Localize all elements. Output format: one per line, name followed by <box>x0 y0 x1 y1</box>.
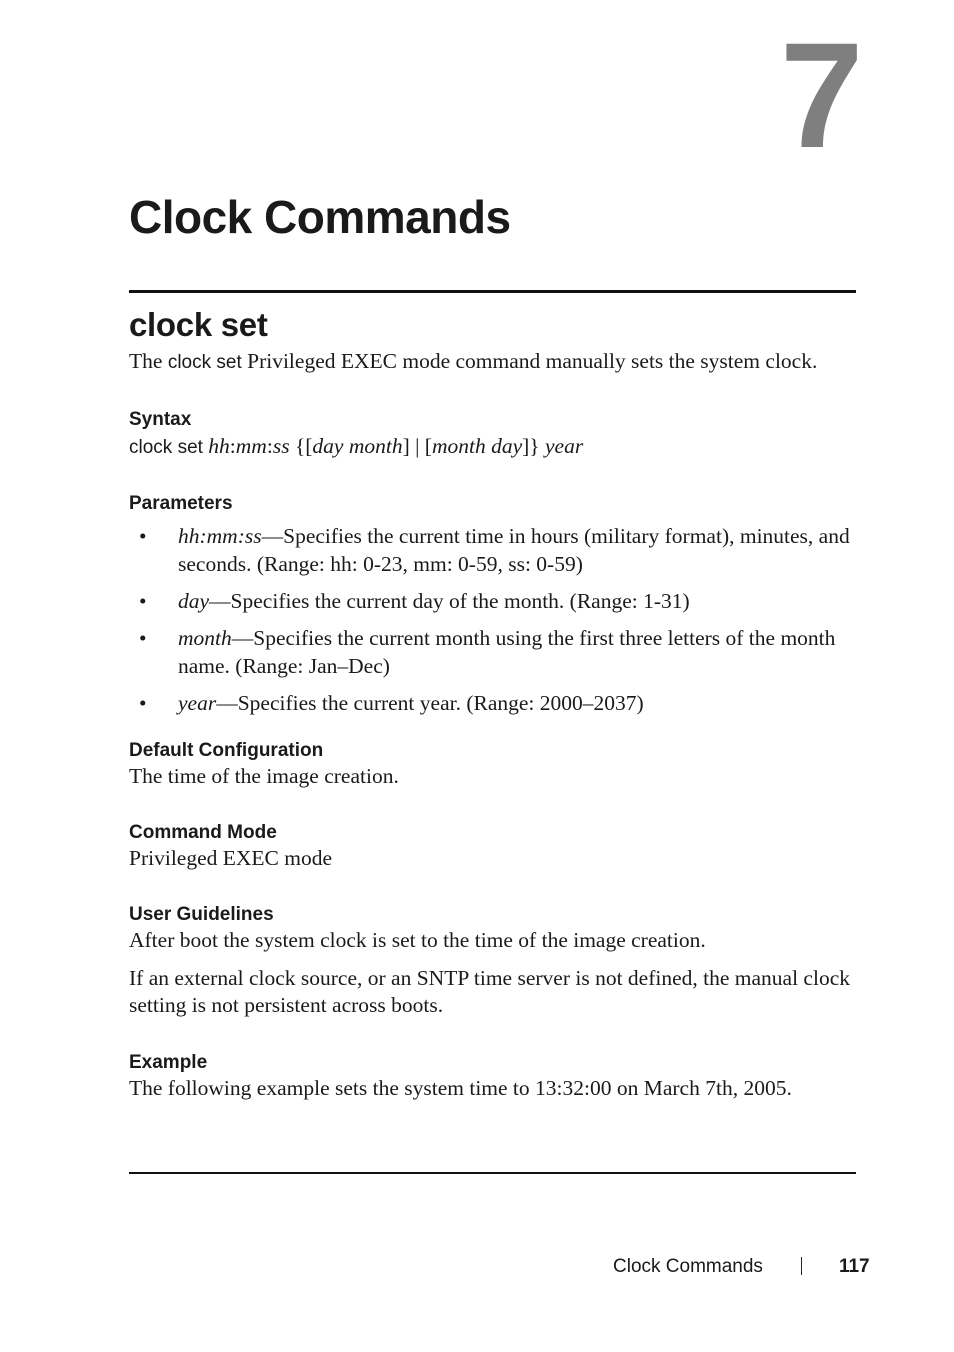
syntax-colon-1: : <box>229 434 236 458</box>
parameter-item <box>129 689 856 717</box>
bullet-icon: • <box>139 524 147 548</box>
syntax-separator: ] | [ <box>402 434 432 458</box>
section-intro <box>129 348 856 376</box>
chapter-title: Clock Commands <box>129 191 511 243</box>
parameter-term: day <box>178 589 210 613</box>
bullet-icon: • <box>139 589 147 613</box>
page-number: 117 <box>838 1256 870 1277</box>
default-configuration-text: The time of the image creation. <box>129 764 399 788</box>
intro-command: clock set <box>167 352 242 373</box>
parameter-term: month <box>178 626 232 650</box>
bullet-icon: • <box>139 691 147 715</box>
bullet-icon: • <box>139 626 147 650</box>
syntax-param-hh: hh <box>208 434 230 458</box>
syntax-command: clock set <box>129 437 203 458</box>
syntax-brace-close: ]} <box>522 434 540 458</box>
bottom-divider <box>129 1172 856 1174</box>
example-text: The following example sets the system time to 13:32:00 on March 7th, 2005. <box>129 1076 792 1100</box>
syntax-heading: Syntax <box>129 409 192 430</box>
user-guidelines-heading: User Guidelines <box>129 904 274 925</box>
syntax-param-year: year <box>545 434 584 458</box>
command-mode-heading: Command Mode <box>129 822 277 843</box>
parameter-desc: —Specifies the current month using the first three letters of the month name. (Range: Jan–Dec) <box>178 626 836 678</box>
user-guidelines-text-1: After boot the system clock is set to the time of the image creation. <box>129 928 706 952</box>
footer-separator <box>801 1257 802 1275</box>
default-configuration-heading: Default Configuration <box>129 740 324 761</box>
syntax-param-mm: mm <box>235 434 267 458</box>
syntax-param-day-month: day month <box>312 434 403 458</box>
section-title: clock set <box>129 306 268 343</box>
parameter-desc: —Specifies the current year. (Range: 2000–2037) <box>216 691 644 715</box>
parameter-item <box>129 522 856 578</box>
page-footer <box>613 1255 870 1279</box>
parameters-heading: Parameters <box>129 493 233 514</box>
syntax-colon-2: : <box>266 434 273 458</box>
parameter-desc: —Specifies the current time in hours (military format), minutes, and seconds. (Range: hh: 0-23, mm: 0-59, ss: 0-59) <box>178 524 850 576</box>
parameter-term: hh:mm:ss <box>178 524 262 548</box>
chapter-number: 7 <box>780 11 864 179</box>
parameter-item <box>129 624 856 680</box>
syntax-brace-open: {[ <box>289 434 313 458</box>
footer-title: Clock Commands <box>613 1256 763 1277</box>
parameters-list <box>129 522 856 717</box>
syntax-param-month-day: month day <box>431 434 523 458</box>
syntax-param-ss: ss <box>272 434 290 458</box>
example-heading: Example <box>129 1052 208 1073</box>
parameter-item <box>129 587 856 615</box>
parameter-desc: —Specifies the current day of the month. (Range: 1-31) <box>209 589 690 613</box>
intro-pre: The <box>129 349 168 373</box>
parameter-term: year <box>178 691 217 715</box>
syntax-line <box>129 433 856 461</box>
command-mode-text: Privileged EXEC mode <box>129 846 333 870</box>
user-guidelines-text-2: If an external clock source, or an SNTP time server is not defined, the manual clock setting is not persistent across boots. <box>129 966 850 1017</box>
section-content <box>129 305 856 1102</box>
top-divider <box>129 290 856 293</box>
intro-post: Privileged EXEC mode command manually sets the system clock. <box>241 349 818 373</box>
